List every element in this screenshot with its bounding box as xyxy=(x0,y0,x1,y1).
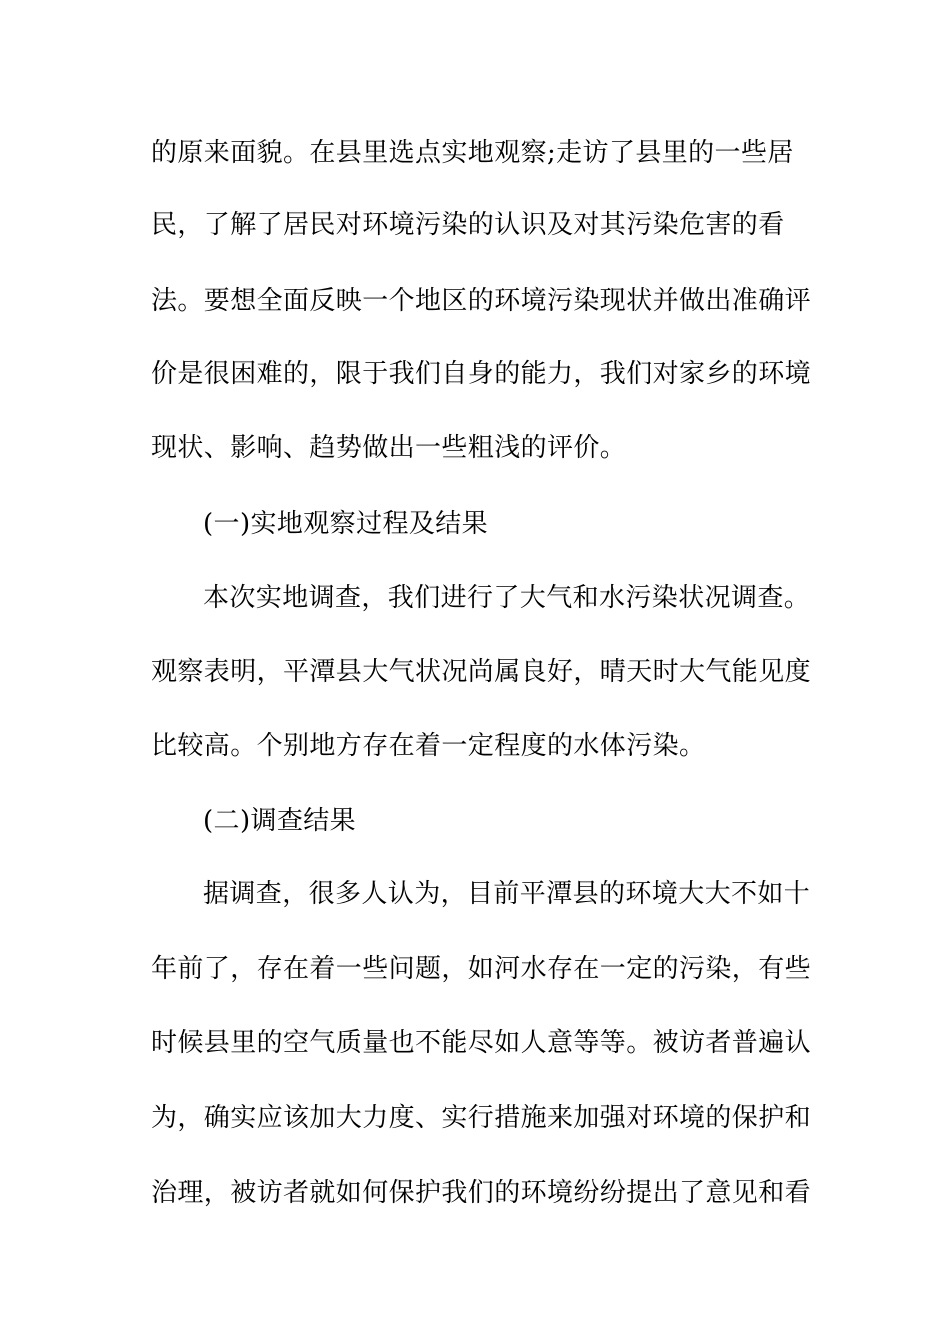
paragraph-line: 年前了，存在着一些问题，如河水存在一定的污染，有些 xyxy=(151,954,812,984)
section-heading-1: (一)实地观察过程及结果 xyxy=(203,509,489,539)
paragraph-line: 治理，被访者就如何保护我们的环境纷纷提出了意见和看 xyxy=(151,1178,812,1208)
section-heading-2: (二)调查结果 xyxy=(203,806,357,836)
paragraph-line: 观察表明，平潭县大气状况尚属良好，晴天时大气能见度 xyxy=(151,657,812,687)
paragraph-line: 时候县里的空气质量也不能尽如人意等等。被访者普遍认 xyxy=(151,1028,812,1058)
paragraph-line: 民，了解了居民对环境污染的认识及对其污染危害的看 xyxy=(151,210,785,240)
paragraph-line: 法。要想全面反映一个地区的环境污染现状并做出准确评 xyxy=(151,286,812,316)
paragraph-line: 本次实地调查，我们进行了大气和水污染状况调查。 xyxy=(203,583,811,613)
paragraph-line: 的原来面貌。在县里选点实地观察;走访了县里的一些居 xyxy=(151,138,794,168)
paragraph-line: 比较高。个别地方存在着一定程度的水体污染。 xyxy=(151,731,706,761)
paragraph-line: 现状、影响、趋势做出一些粗浅的评价。 xyxy=(151,433,627,463)
paragraph-line: 价是很困难的，限于我们自身的能力，我们对家乡的环境 xyxy=(151,359,812,389)
paragraph-line: 为，确实应该加大力度、实行措施来加强对环境的保护和 xyxy=(151,1103,812,1133)
paragraph-line: 据调查，很多人认为，目前平潭县的环境大大不如十 xyxy=(203,879,811,909)
